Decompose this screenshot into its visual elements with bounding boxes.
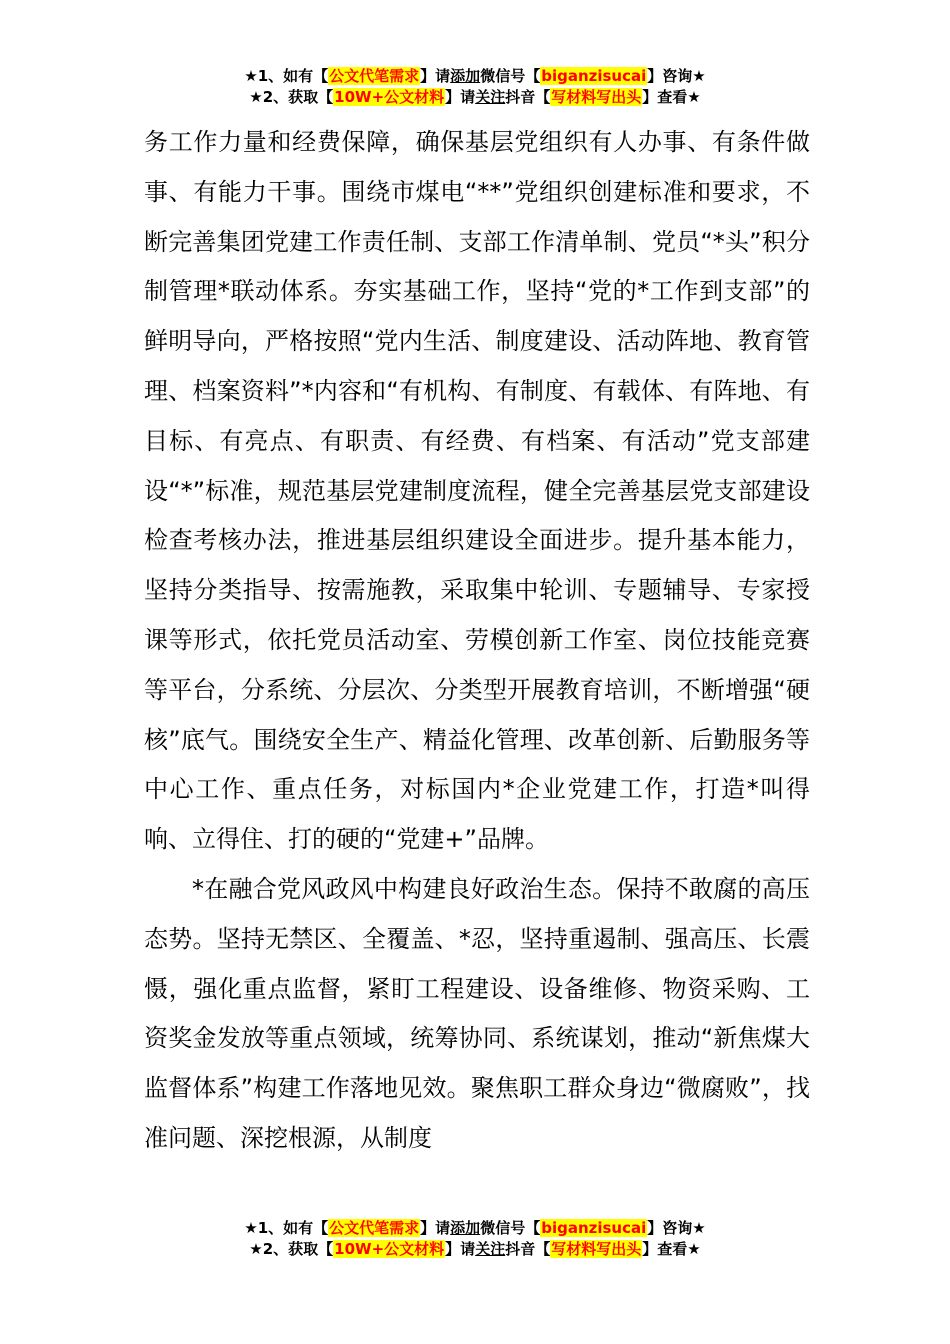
banner-underlined: 添加 <box>450 1219 481 1237</box>
banner-text: 】查看 <box>642 1240 688 1258</box>
banner-line-1 <box>0 1218 950 1239</box>
banner-line-2 <box>0 1239 950 1260</box>
highlight-wechat-id: biganzisucai <box>541 1219 647 1237</box>
body-paragraph-1: 务工作力量和经费保障，确保基层党组织有人办事、有条件做事、有能力干事。围绕市煤电“**”党组织创建标准和要求，不断完善集团党建工作责任制、支部工作清单制、党员“*头”积分制管理*联动体系。夯实基础工作，坚持“党的*工作到支部”的鲜明导向，严格按照“党内生活、制度建设、活动阵地、教育管理、档案资料”*内容和“有机构、有制度、有载体、有阵地、有目标、有亮点、有职责、有经费、有档案、有活动”党支部建设“*”标准，规范基层党建制度流程，健全完善基层党支部建设检查考核办法，推进基层组织建设全面进步。提升基本能力，坚持分类指导、按需施教，采取集中轮训、专题辅导、专家授课等形式，依托党员活动室、劳模创新工作室、岗位技能竞赛等平台，分系统、分层次、分类型开展教育培训，不断增强“硬核”底气。围绕安全生产、精益化管理、改革创新、后勤服务等中心工作、重点任务，对标国内*企业党建工作，打造*叫得响、立得住、打的硬的“党建+”品牌。 <box>144 128 810 854</box>
banner-text: 】咨询 <box>647 67 693 85</box>
highlight-service: 公文代笔需求 <box>329 1219 420 1237</box>
banner-underlined: 关注 <box>475 88 506 106</box>
star-icon: ★ <box>249 88 263 106</box>
highlight-douyin-account: 写材料写出头 <box>551 1240 642 1258</box>
banner-text: 】请 <box>445 88 476 106</box>
header-banner <box>0 66 950 108</box>
banner-text: 】请 <box>420 67 451 85</box>
banner-line-2 <box>0 87 950 108</box>
star-icon: ★ <box>687 1240 701 1258</box>
banner-text: 】请 <box>445 1240 476 1258</box>
highlight-materials: 10W+公文材料 <box>334 1240 445 1258</box>
body-paragraph-2: *在融合党风政风中构建良好政治生态。保持不敢腐的高压态势。坚持无禁区、全覆盖、*忍，坚持重遏制、强高压、长震慑，强化重点监督，紧盯工程建设、设备维修、物资采购、工资奖金发放等重点领域，统筹协同、系统谋划，推动“新焦煤大监督体系”构建工作落地见效。聚焦职工群众身边“微腐败”，找准问题、深挖根源，从制度 <box>144 874 810 1152</box>
star-icon: ★ <box>244 1219 258 1237</box>
banner-text: 】请 <box>420 1219 451 1237</box>
banner-text: 】咨询 <box>647 1219 693 1237</box>
star-icon: ★ <box>249 1240 263 1258</box>
banner-underlined: 添加 <box>450 67 481 85</box>
banner-text: 2、获取【 <box>262 1240 334 1258</box>
banner-text: 微信号【 <box>480 1219 541 1237</box>
banner-underlined: 关注 <box>475 1240 506 1258</box>
star-icon: ★ <box>244 67 258 85</box>
highlight-douyin-account: 写材料写出头 <box>551 88 642 106</box>
banner-line-1 <box>0 66 950 87</box>
highlight-materials: 10W+公文材料 <box>334 88 445 106</box>
banner-text: 2、获取【 <box>262 88 334 106</box>
highlight-wechat-id: biganzisucai <box>541 67 647 85</box>
highlight-service: 公文代笔需求 <box>329 67 420 85</box>
banner-text: 微信号【 <box>480 67 541 85</box>
star-icon: ★ <box>692 67 706 85</box>
star-icon: ★ <box>687 88 701 106</box>
star-icon: ★ <box>692 1219 706 1237</box>
banner-text: 1、如有【 <box>257 67 329 85</box>
banner-text: 抖音【 <box>505 88 551 106</box>
banner-text: 1、如有【 <box>257 1219 329 1237</box>
footer-banner <box>0 1218 950 1260</box>
banner-text: 抖音【 <box>505 1240 551 1258</box>
document-body <box>144 118 810 1164</box>
banner-text: 】查看 <box>642 88 688 106</box>
